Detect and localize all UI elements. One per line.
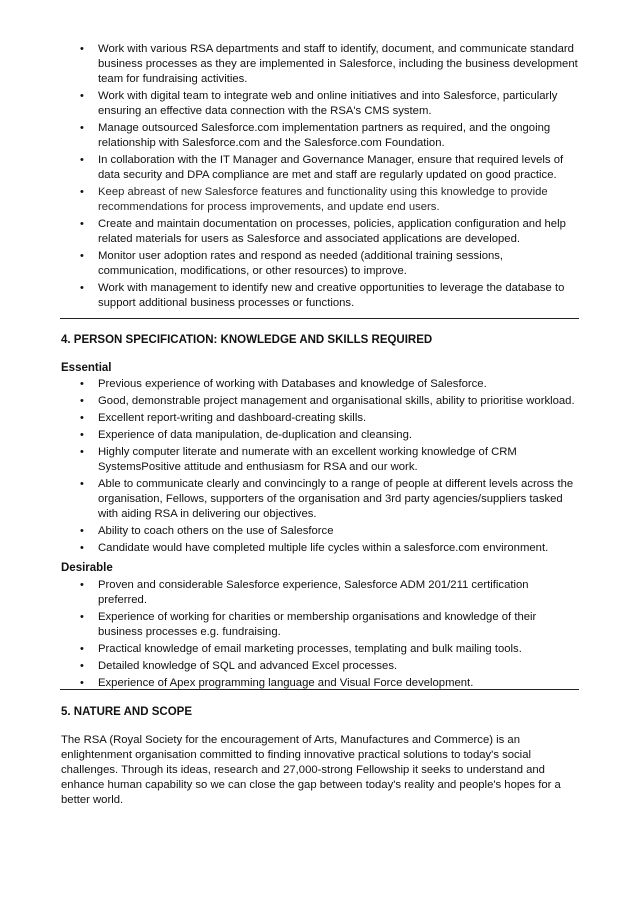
list-item-text: Manage outsourced Salesforce.com implementation partners as required, and the ongoing relationship with Salesforce.com and the Salesforce.com Foundation. bbox=[98, 122, 551, 149]
bullet-icon: • bbox=[80, 395, 84, 407]
bullet-icon: • bbox=[80, 660, 84, 672]
list-item-text: Able to communicate clearly and convincingly to a range of people at different levels across the organisation, Fellows, supporters of the organisation and 3rd party agencies/suppliers tasked with aiding RSA in delivering our objectives. bbox=[98, 478, 574, 520]
list-item-text: Practical knowledge of email marketing processes, templating and bulk mailing tools. bbox=[98, 643, 522, 655]
list-item bbox=[80, 428, 578, 443]
list-item-text: Monitor user adoption rates and respond as needed (additional training sessions, communication, modifications, or other resources) to improve. bbox=[98, 250, 504, 277]
list-item-text: Create and maintain documentation on processes, policies, application configuration and help related materials for users as Salesforce and associated applications are developed. bbox=[98, 218, 566, 245]
essential-heading: Essential bbox=[61, 362, 112, 374]
bullet-icon: • bbox=[80, 218, 84, 230]
desirable-heading: Desirable bbox=[61, 562, 113, 574]
list-item bbox=[80, 377, 578, 392]
bullet-icon: • bbox=[80, 186, 84, 198]
bullet-icon: • bbox=[80, 412, 84, 424]
list-item bbox=[80, 578, 578, 608]
bullet-icon: • bbox=[80, 579, 84, 591]
section-4-title: 4. PERSON SPECIFICATION: KNOWLEDGE AND SKILLS REQUIRED bbox=[61, 334, 433, 346]
list-item-text: Ability to coach others on the use of Salesforce bbox=[98, 525, 334, 537]
essential-skills-list bbox=[80, 377, 578, 558]
bullet-icon: • bbox=[80, 542, 84, 554]
list-item bbox=[80, 541, 578, 556]
bullet-icon: • bbox=[80, 677, 84, 689]
list-item bbox=[80, 217, 578, 247]
section-divider bbox=[60, 689, 579, 690]
list-item-text: Work with digital team to integrate web and online initiatives and into Salesforce, particularly ensuring an effective data connection with the RSA's CMS system. bbox=[98, 90, 558, 117]
list-item bbox=[80, 394, 578, 409]
list-item bbox=[80, 642, 578, 657]
list-item bbox=[80, 185, 578, 215]
list-item-text: Work with management to identify new and creative opportunities to leverage the database to support additional business processes or functions. bbox=[98, 282, 565, 309]
bullet-icon: • bbox=[80, 282, 84, 294]
bullet-icon: • bbox=[80, 446, 84, 458]
list-item bbox=[80, 610, 578, 640]
list-item bbox=[80, 659, 578, 674]
bullet-icon: • bbox=[80, 478, 84, 490]
list-item-text: Candidate would have completed multiple life cycles within a salesforce.com environment. bbox=[98, 542, 549, 554]
list-item bbox=[80, 249, 578, 279]
list-item-text: Work with various RSA departments and staff to identify, document, and communicate standard business processes as they are implemented in Salesforce, including the business development team for fundraising activities. bbox=[98, 43, 578, 85]
list-item bbox=[80, 42, 578, 87]
bullet-icon: • bbox=[80, 90, 84, 102]
list-item-text: Previous experience of working with Databases and knowledge of Salesforce. bbox=[98, 378, 487, 390]
list-item-text: Excellent report-writing and dashboard-creating skills. bbox=[98, 412, 367, 424]
bullet-icon: • bbox=[80, 154, 84, 166]
list-item-text: Keep abreast of new Salesforce features and functionality using this knowledge to provide recommendations for process improvements, and update end users. bbox=[98, 186, 548, 213]
list-item bbox=[80, 281, 578, 311]
list-item bbox=[80, 153, 578, 183]
nature-and-scope-paragraph: The RSA (Royal Society for the encouragement of Arts, Manufactures and Commerce) is an enlightenment organisation committed to finding innovative practical solutions to today's social challenges. Through its ideas, research and 27,000-strong Fellowship it seeks to understand and enhance human capability so we can close the gap between today's reality and people's hopes for a better world. bbox=[61, 734, 561, 806]
list-item-text: Experience of working for charities or membership organisations and knowledge of their business processes e.g. fundraising. bbox=[98, 611, 537, 638]
list-item-text: Highly computer literate and numerate with an excellent working knowledge of CRM SystemsPositive attitude and enthusiasm for RSA and our work. bbox=[98, 446, 517, 473]
list-item bbox=[80, 121, 578, 151]
bullet-icon: • bbox=[80, 525, 84, 537]
list-item bbox=[80, 477, 578, 522]
bullet-icon: • bbox=[80, 250, 84, 262]
list-item-text: Proven and considerable Salesforce experience, Salesforce ADM 201/211 certification preferred. bbox=[98, 579, 529, 606]
bullet-icon: • bbox=[80, 378, 84, 390]
responsibilities-list bbox=[80, 42, 578, 313]
bullet-icon: • bbox=[80, 643, 84, 655]
section-divider bbox=[60, 318, 579, 319]
list-item-text: Good, demonstrable project management and organisational skills, ability to prioritise workload. bbox=[98, 395, 575, 407]
list-item-text: Experience of data manipulation, de-duplication and cleansing. bbox=[98, 429, 413, 441]
bullet-icon: • bbox=[80, 429, 84, 441]
list-item bbox=[80, 411, 578, 426]
list-item bbox=[80, 89, 578, 119]
desirable-skills-list bbox=[80, 578, 578, 693]
list-item-text: In collaboration with the IT Manager and Governance Manager, ensure that required levels of data security and DPA compliance are met and staff are regularly updated on good practice. bbox=[98, 154, 564, 181]
section-5-title: 5. NATURE AND SCOPE bbox=[61, 706, 192, 718]
list-item-text: Experience of Apex programming language and Visual Force development. bbox=[98, 677, 474, 689]
list-item bbox=[80, 445, 578, 475]
bullet-icon: • bbox=[80, 122, 84, 134]
bullet-icon: • bbox=[80, 611, 84, 623]
list-item-text: Detailed knowledge of SQL and advanced Excel processes. bbox=[98, 660, 398, 672]
bullet-icon: • bbox=[80, 43, 84, 55]
list-item bbox=[80, 524, 578, 539]
